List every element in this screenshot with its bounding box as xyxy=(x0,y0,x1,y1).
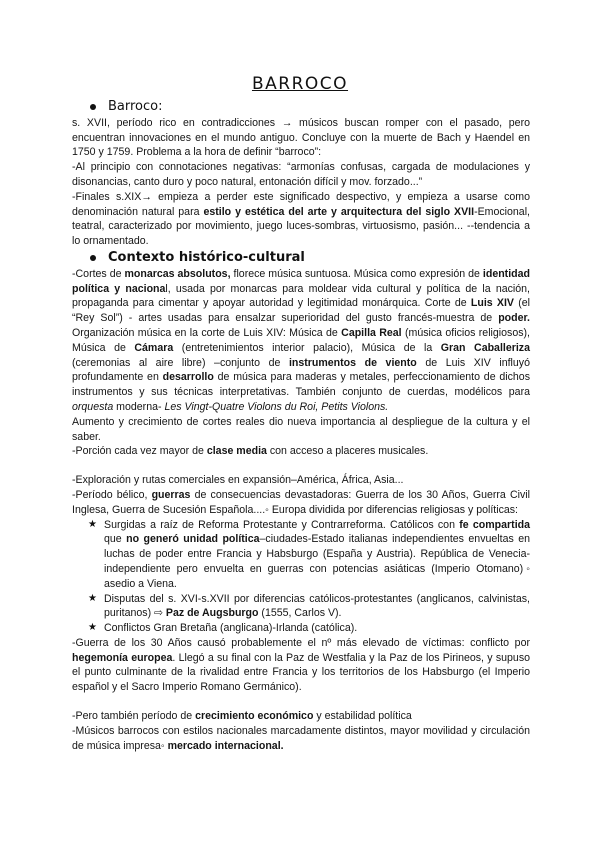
document-body xyxy=(72,98,530,753)
paragraph: -Músicos barrocos con estilos nacionales marcadamente distintos, mayor movilidad y circulación de música impresa◦ mercado internacional. xyxy=(72,724,530,752)
list-item: ★ Disputas del s. XVI-s.XVII por diferencias católicos-protestantes (anglicanos, calvinistas, puritanos) ⇨ Paz de Augsburgo (1555, Carlos V). xyxy=(88,592,530,620)
paragraph: -Al principio con connotaciones negativas: “armonías confusas, cargada de modulaciones y disonancias, canto duro y poco natural, entonación difícil y mov. forzado...” xyxy=(72,161,530,188)
paragraph: Aumento y crecimiento de cortes reales dio nueva importancia al despliegue de la cultura y el saber. xyxy=(72,415,530,443)
paragraph: -Exploración y rutas comerciales en expansión–América, África, Asia... xyxy=(72,474,404,487)
paragraph: -Porción cada vez mayor de clase media con acceso a placeres musicales. xyxy=(72,445,429,458)
bullet-icon xyxy=(90,255,96,261)
section-heading-contexto xyxy=(90,251,530,266)
star-icon: ★ xyxy=(88,518,97,530)
paragraph: -Período bélico, guerras de consecuencias devastadoras: Guerra de los 30 Años, Guerra Civil Inglesa, Guerra de Sucesión Española....◦ Europa dividida por diferencias religiosas y políticas: xyxy=(72,488,530,516)
list-item: ★ Surgidas a raíz de Reforma Protestante y Contrarreforma. Católicos con fe compartida que no generó unidad política–ciudades-Estado italianas independientes envueltas en luchas de poder entre Francia y Habsburgo (España y Austria). República de Venecia-independiente pero envuelta en guerras con potencias asiáticas (Imperio Otomano)◦ asedio a Viena. xyxy=(88,518,530,590)
paragraph: -Guerra de los 30 Años causó probablemente el nº más elevado de víctimas: conflicto por hegemonía europea. Llegó a su final con la Paz de Westfalia y la Paz de los Pirineos, y supuso el punto culminante de la rivalidad entre Francia y los territorios de los Habsburgo (el Imperio español y el Sacro Imperio Romano Germánico). xyxy=(72,636,531,694)
section-title-colon: : xyxy=(158,99,163,114)
star-icon: ★ xyxy=(88,622,97,634)
bullet-icon xyxy=(90,104,96,110)
section-heading-barroco xyxy=(90,100,530,115)
paragraph: s. XVII, período rico en contradicciones → músicos buscan romper con el pasado, pero encuentran innovaciones en el mundo antiguo. Concluye con la muerte de Bach y Haendel en 1750 y 1759. Problema a la hora de definir “barroco”: xyxy=(72,116,530,159)
paragraph: -Pero también período de crecimiento económico y estabilidad política xyxy=(72,710,412,723)
section-title: Contexto histórico-cultural xyxy=(108,249,305,265)
paragraph: -Cortes de monarcas absolutos, florece música suntuosa. Música como expresión de identidad política y nacional, usada por monarcas para moldear vida cultural y política de la nación, propaganda para cimentar y apoyar autoridad y legitimidad monárquica. Corte de Luis XIV (el “Rey Sol”) - artes usadas para ensalzar superioridad del gusto francés-muestra de poder. Organización música en la corte de Luis XIV: Música de Capilla Real (música oficios religiosos), Música de Cámara (entretenimientos interior palacio), Música de la Gran Caballeriza (ceremonias al aire libre) –conjunto de instrumentos de viento de Luis XIV influyó profundamente en desarrollo de música para maderas y metales, perfeccionamiento de dichos instrumentos y sus técnicas interpretativas. También conjunto de cuerdas, modélicos para orquesta moderna- Les Vingt-Quatre Violons du Roi, Petits Violons. xyxy=(72,267,531,413)
paragraph: -Finales s.XIX→ empieza a perder este significado despectivo, y empieza a usarse como denominación natural para estilo y estética del arte y arquitectura del siglo XVII-Emocional, teatral, caracterizado por movimiento, juego luces-sombras, virtuosismo, pasión... --tendencia a lo ornamentado. xyxy=(72,190,530,248)
list-item: ★ Conflictos Gran Bretaña (anglicana)-Irlanda (católica). xyxy=(88,622,358,635)
star-icon: ★ xyxy=(88,592,97,604)
page-title: BARROCO xyxy=(251,74,349,94)
section-title: Barroco xyxy=(108,99,159,114)
